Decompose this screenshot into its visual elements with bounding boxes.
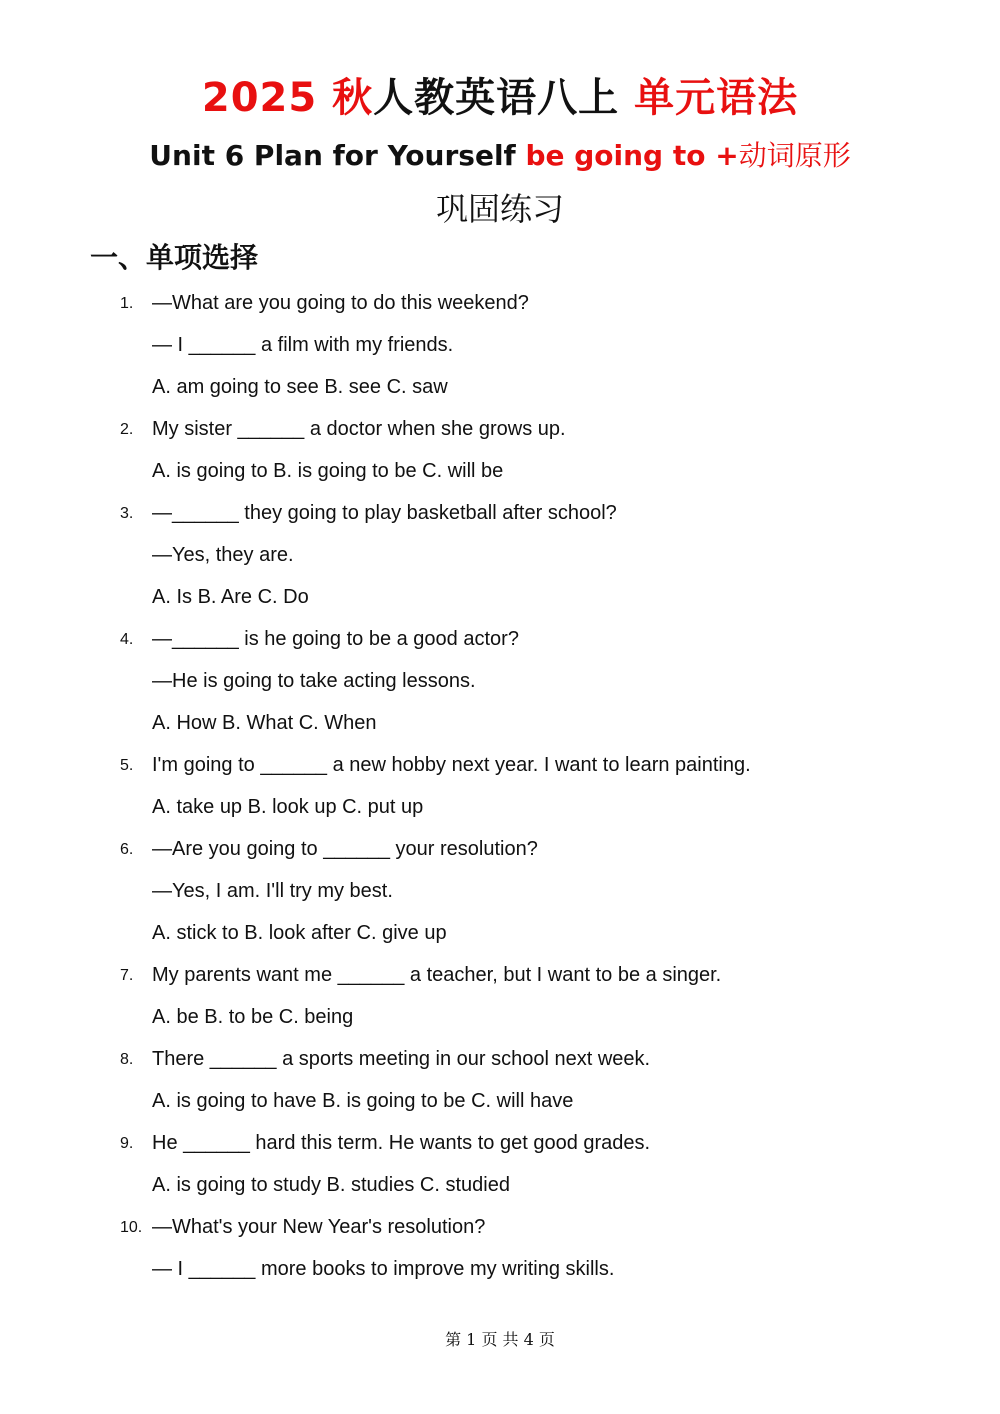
question-line: My parents want me ______ a teacher, but I want to be a singer. [152, 964, 722, 986]
subtitle-grammar: be going to + [525, 139, 739, 172]
question-line: —Yes, I am. I'll try my best. [152, 880, 393, 902]
question-line: — I ______ a film with my friends. [152, 334, 454, 356]
question-number: 4. [120, 631, 134, 648]
title-season: 秋 [332, 75, 374, 121]
answer-options: A. is going to have B. is going to be C. will have [152, 1090, 574, 1112]
question-line: He ______ hard this term. He wants to get good grades. [152, 1132, 651, 1154]
question-number: 10. [120, 1219, 143, 1236]
question-line: My sister ______ a doctor when she grows up. [152, 418, 566, 440]
subtitle-cn: 动词原形 [738, 139, 851, 172]
question-line: —Are you going to ______ your resolution? [152, 838, 538, 860]
question-line: —______ they going to play basketball after school? [152, 502, 617, 524]
title-year: 2025 [201, 75, 318, 121]
question-number: 3. [120, 505, 134, 522]
answer-options: A. How B. What C. When [152, 712, 377, 734]
question-line: —______ is he going to be a good actor? [152, 628, 519, 650]
answer-options: A. be B. to be C. being [152, 1006, 354, 1028]
question-line: I'm going to ______ a new hobby next year. I want to learn painting. [152, 754, 751, 776]
question-number: 9. [120, 1135, 134, 1152]
question-line: — I ______ more books to improve my writing skills. [152, 1258, 615, 1280]
answer-options: A. Is B. Are C. Do [152, 586, 309, 608]
title-topic: 单元语法 [634, 75, 799, 121]
answer-options: A. take up B. look up C. put up [152, 796, 424, 818]
question-number: 7. [120, 967, 134, 984]
subtitle [0, 136, 1000, 176]
question-line: —Yes, they are. [152, 544, 294, 566]
answer-options: A. is going to study B. studies C. studied [152, 1174, 510, 1196]
question-number: 6. [120, 841, 134, 858]
answer-options: A. stick to B. look after C. give up [152, 922, 447, 944]
question-line: —What are you going to do this weekend? [152, 292, 529, 314]
subtitle-unit: Unit 6 Plan for Yourself [149, 139, 516, 172]
question-line: —What's your New Year's resolution? [152, 1216, 486, 1238]
question-number: 8. [120, 1051, 134, 1068]
question-line: —He is going to take acting lessons. [152, 670, 476, 692]
question-number: 2. [120, 421, 134, 438]
title-book: 人教英语八上 [373, 75, 620, 121]
answer-options: A. is going to B. is going to be C. will be [152, 460, 504, 482]
exercise-title: 巩固练习 [435, 190, 564, 228]
page-title [0, 72, 1000, 124]
question-number: 5. [120, 757, 134, 774]
page-footer: 第 1 页 共 4 页 [445, 1330, 555, 1349]
question-line: There ______ a sports meeting in our school next week. [152, 1048, 651, 1070]
section-title: 一、单项选择 [90, 241, 259, 274]
question-number: 1. [120, 295, 134, 312]
answer-options: A. am going to see B. see C. saw [152, 376, 448, 398]
